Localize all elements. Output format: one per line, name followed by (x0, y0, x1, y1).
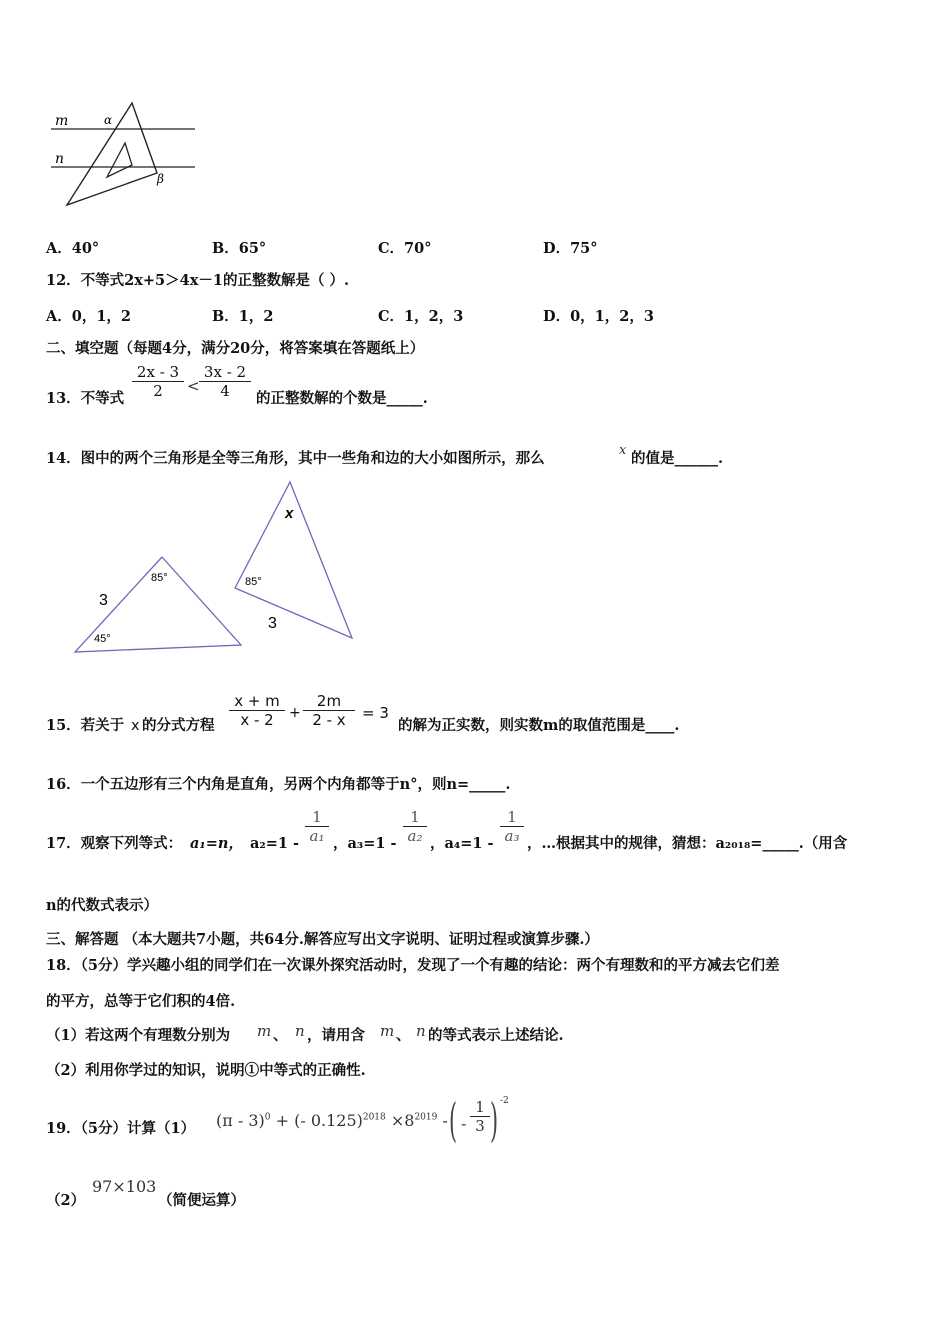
q15-frac1-num: x + m (229, 692, 285, 711)
q15-frac2-den: 2 - x (312, 711, 346, 729)
q12-option-a: A．0，1，2 (46, 308, 132, 325)
line-n-label: n (55, 151, 65, 167)
q12-option-d: D．0，1，2，3 (543, 308, 654, 325)
section2-title: 二、填空题（每题4分，满分20分，将答案填在答题纸上） (46, 340, 425, 357)
q13-fraction-1 (132, 363, 184, 400)
q19-exp-2018: 2018 (362, 1112, 386, 1123)
q17-frac-a3-num: 1 (403, 808, 427, 827)
right-side-label: 3 (268, 615, 277, 632)
q11-option-a: A．40° (46, 240, 100, 257)
q19-frac-num: 1 (470, 1098, 490, 1117)
q13-frac1-num: 2x - 3 (132, 363, 184, 382)
q19-expression (216, 1111, 448, 1130)
q19-part2-note: （简便运算） (158, 1192, 245, 1209)
q18-line1: 18．（5分）学兴趣小组的同学们在一次课外探究活动时，发现了一个有趣的结论：两个有理数和的平方减去它们差 (46, 957, 780, 974)
congruent-triangles-figure (70, 478, 370, 658)
alpha-label: α (104, 113, 113, 127)
q12-text: 12．不等式2x+5＞4x－1的正整数解是（ ）. (46, 272, 350, 289)
q18-n-2: n (416, 1022, 426, 1040)
q13-suffix: 的正整数解的个数是_____. (256, 390, 428, 407)
q14-suffix: 的值是______. (631, 450, 724, 467)
q17-a2: a₂=1 - (250, 835, 300, 852)
q14-prefix: 14．图中的两个三角形是全等三角形，其中一些角和边的大小如图所示，那么 (46, 450, 545, 467)
q17-a3: ，a₃=1 - (333, 835, 397, 852)
q15-prefix: 15．若关于 (46, 717, 125, 734)
left-side-label: 3 (99, 592, 108, 609)
q15-x: x (131, 718, 140, 734)
q17-a4: ，a₄=1 - (430, 835, 494, 852)
q11-option-b: B．65° (212, 240, 267, 257)
q12-option-b: B．1，2 (212, 308, 274, 325)
q17-prefix: 17．观察下列等式： (46, 835, 183, 852)
q18-part1-c: 的等式表示上述结论. (428, 1027, 564, 1044)
q13-frac1-den: 2 (153, 382, 163, 400)
q15-frac1-den: x - 2 (240, 711, 274, 729)
q17-line2: n的代数式表示） (46, 897, 159, 914)
q18-n-1: n (295, 1022, 305, 1040)
q17-frac-a2 (305, 808, 329, 845)
q19-prefix: 19．（5分）计算（1） (46, 1120, 196, 1137)
q18-sep-2: 、 (396, 1027, 411, 1044)
q17-frac-a2-den: a₁ (309, 827, 325, 845)
q12-option-c: C．1，2，3 (378, 308, 464, 325)
line-m-label: m (55, 113, 69, 129)
q11-option-c: C．70° (378, 240, 432, 257)
q15-equals: = 3 (362, 704, 389, 722)
right-x-label: x (285, 505, 294, 522)
q17-frac-a4 (500, 808, 524, 845)
beta-label: β (157, 172, 164, 186)
q19-fraction (470, 1098, 490, 1135)
q15-mid: 的分式方程 (142, 717, 215, 734)
q17-suffix: ，…根据其中的规律，猜想：a₂₀₁₈=_____.（用含 (527, 835, 848, 852)
q19-exp-2019: 2019 (414, 1112, 438, 1123)
q15-fraction-1 (229, 692, 285, 729)
q19-term-times: ×8 (385, 1111, 415, 1130)
q17-frac-a3 (403, 808, 427, 845)
q13-less-than: < (187, 377, 200, 395)
q19-exp-0: 0 (264, 1112, 271, 1123)
q18-m-1: m (257, 1022, 272, 1040)
q18-part1-b: ，请用含 (307, 1027, 365, 1044)
section3-title: 三、解答题 （本大题共7小题，共64分.解答应写出文字说明、证明过程或演算步骤.） (46, 931, 599, 948)
q15-frac2-num: 2m (303, 692, 355, 711)
q19-term-pi: (π - 3) (216, 1111, 265, 1130)
q11-option-d: D．75° (543, 240, 598, 257)
q13-fraction-2 (199, 363, 251, 400)
q19-frac-den: 3 (475, 1117, 485, 1135)
q19-exp-neg2: -2 (500, 1096, 509, 1106)
q15-fraction-2 (303, 692, 355, 729)
q19-part2-label: （2） (46, 1192, 86, 1209)
q19-open-paren: ( (449, 1093, 458, 1147)
q19-term-neg: + (- 0.125) (270, 1111, 363, 1130)
q14-var-x: x (619, 443, 627, 458)
parallel-lines-triangle-figure (45, 95, 205, 215)
q18-line2: 的平方，总等于它们积的4倍. (46, 993, 236, 1010)
q17-a1: a₁=n， (190, 835, 243, 852)
q19-close-paren: ) (490, 1093, 499, 1147)
q19-term-minus: - (437, 1111, 448, 1130)
q19-inner-minus: - (461, 1114, 467, 1133)
q15-suffix: 的解为正实数，则实数m的取值范围是____. (398, 717, 680, 734)
q13-frac2-num: 3x - 2 (199, 363, 251, 382)
q18-part1-a: （1）若这两个有理数分别为 (46, 1027, 231, 1044)
right-angle-label: 85° (245, 576, 262, 588)
q17-frac-a4-den: a₃ (504, 827, 520, 845)
q15-plus: + (289, 705, 301, 721)
q16-text: 16．一个五边形有三个内角是直角，另两个内角都等于n°，则n=_____. (46, 776, 511, 793)
q13-prefix: 13．不等式 (46, 390, 125, 407)
q17-frac-a2-num: 1 (305, 808, 329, 827)
q18-part2: （2）利用你学过的知识，说明①中等式的正确性. (46, 1062, 366, 1079)
q18-sep-1: 、 (273, 1027, 288, 1044)
q18-m-2: m (380, 1022, 395, 1040)
q19-part2-expression: 97×103 (92, 1177, 157, 1196)
left-bottom-angle-label: 45° (94, 633, 111, 645)
q13-frac2-den: 4 (220, 382, 230, 400)
q17-frac-a4-num: 1 (500, 808, 524, 827)
q17-frac-a3-den: a₂ (407, 827, 423, 845)
left-top-angle-label: 85° (151, 572, 168, 584)
